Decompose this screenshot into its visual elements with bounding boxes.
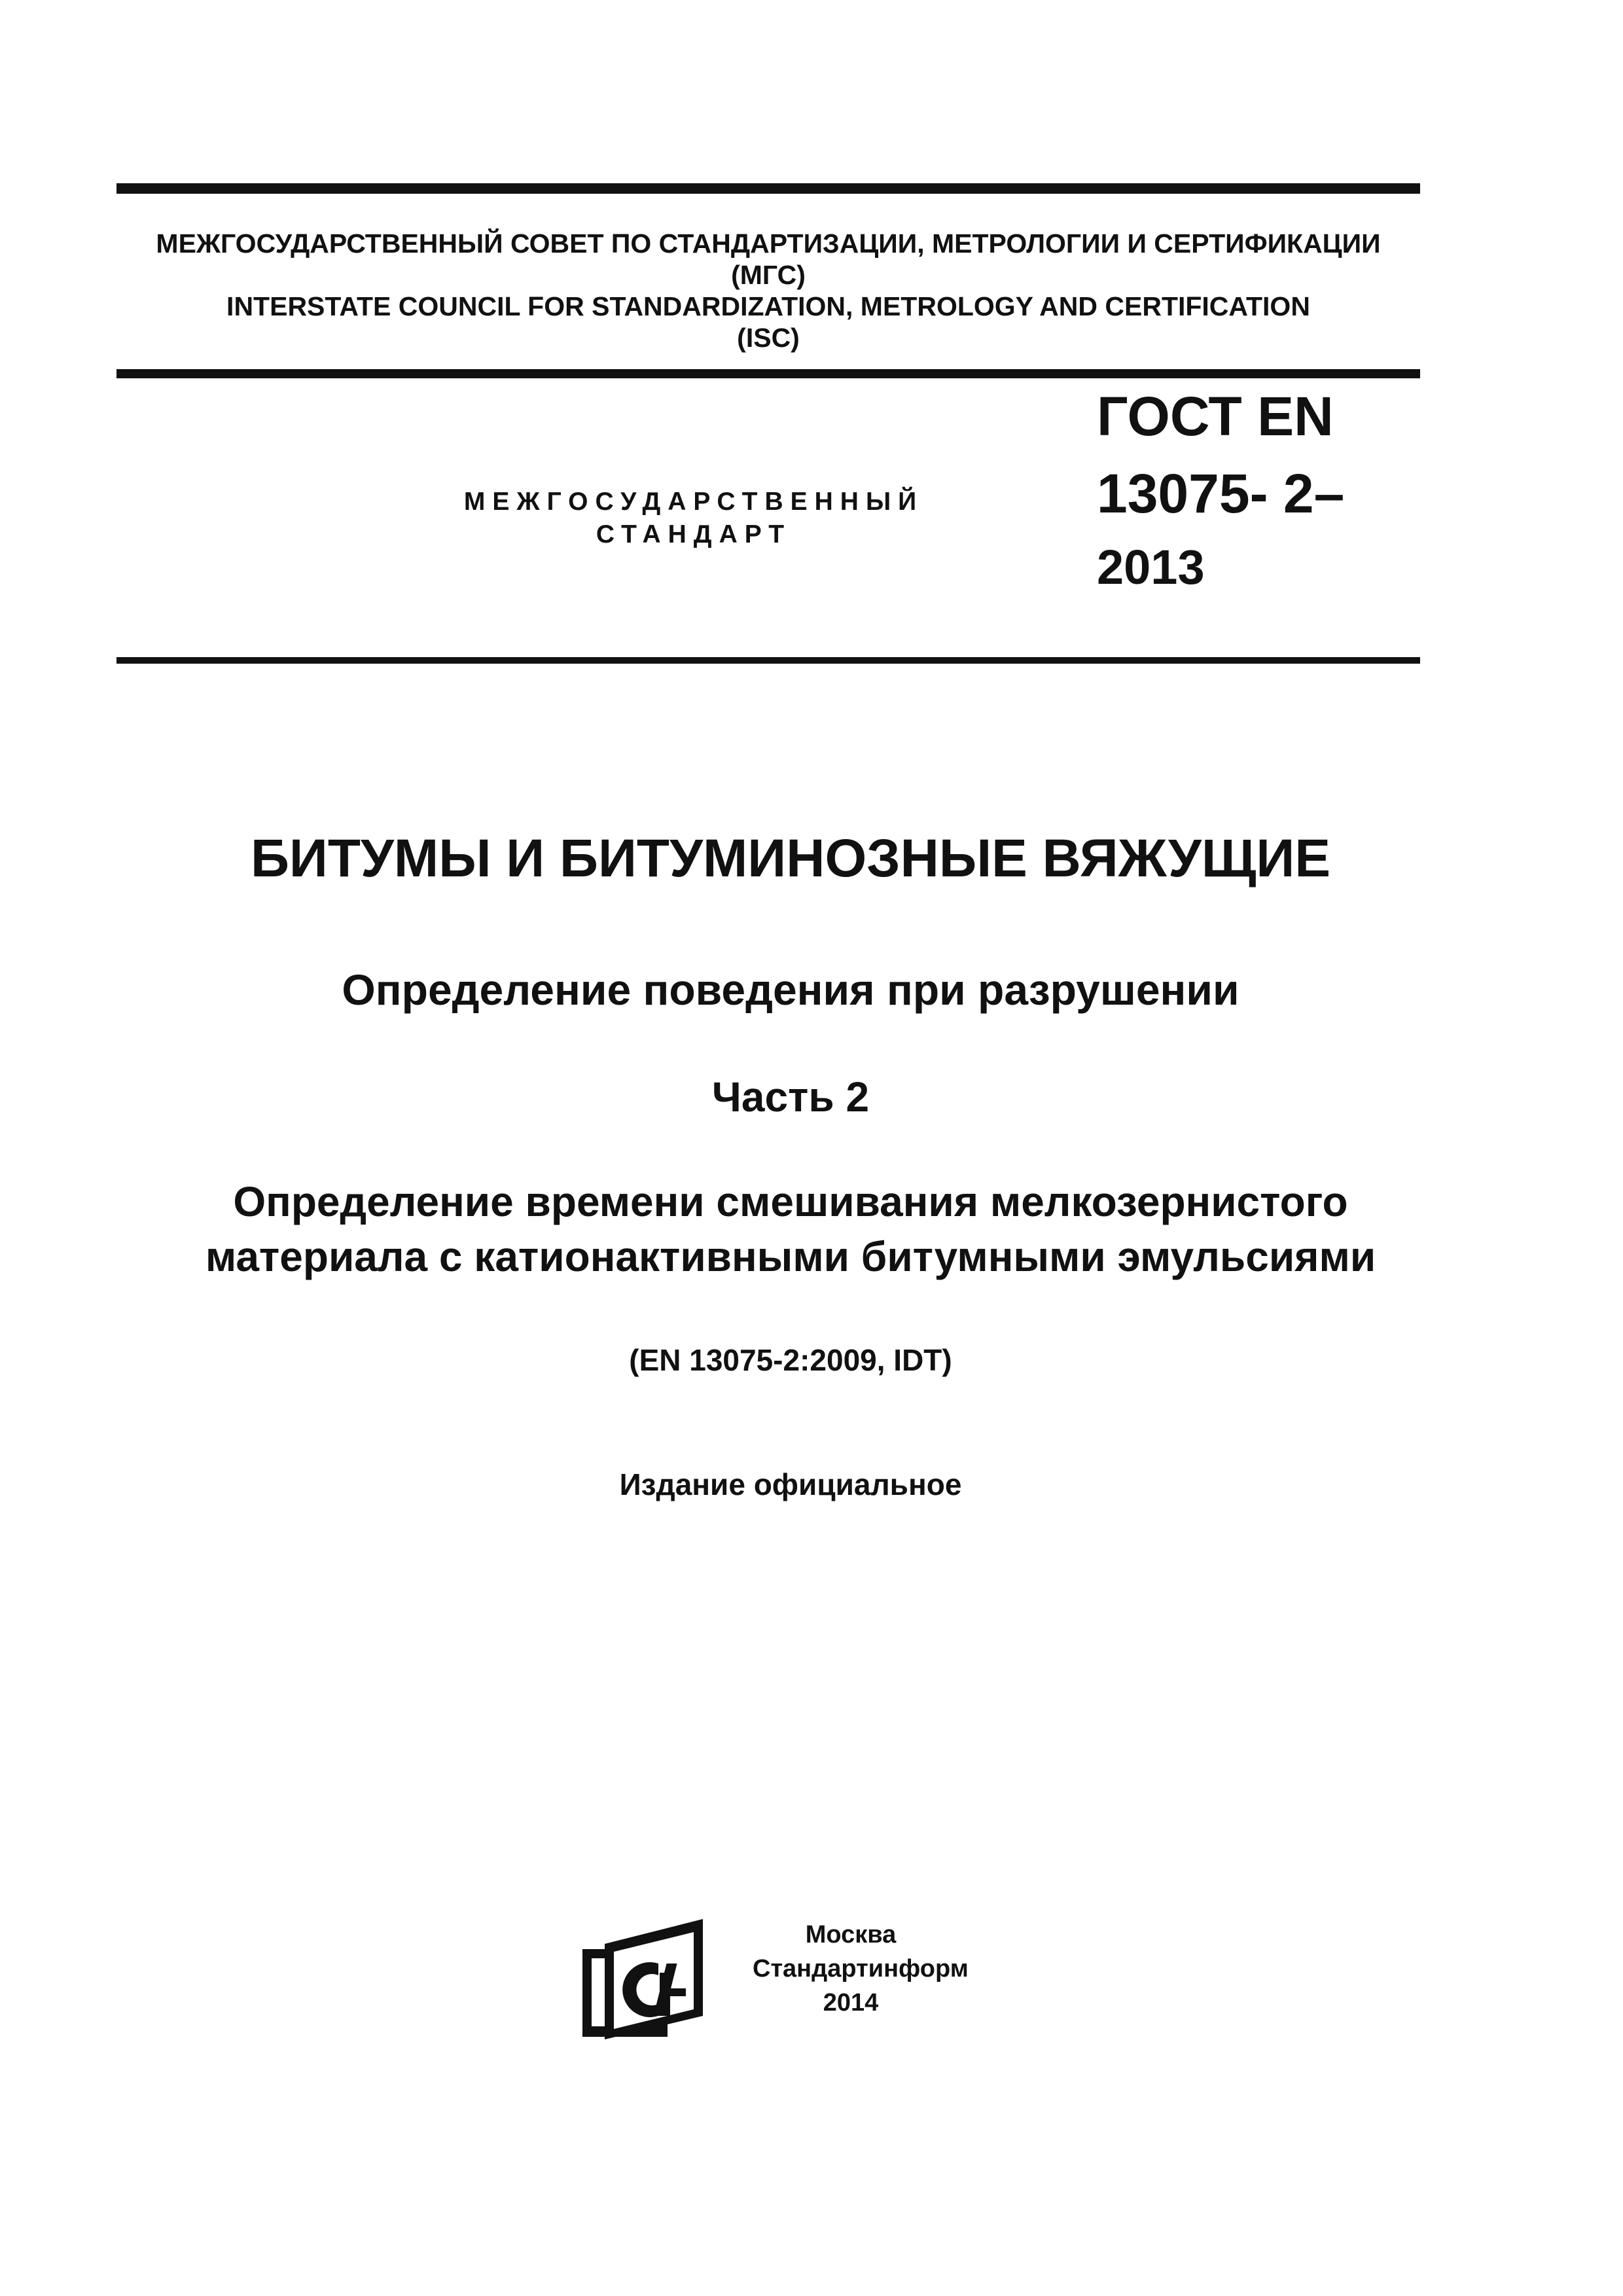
standartinform-logo-icon <box>581 1918 705 2039</box>
gost-designation-line2: 13075- 2– <box>1097 463 1345 524</box>
gost-designation-line1: ГОСТ EN <box>1097 386 1334 447</box>
part-number: Часть 2 <box>711 1073 870 1121</box>
part-title <box>116 1174 1465 1284</box>
council-ru-abbr: (МГС) <box>731 260 806 290</box>
council-en-abbr: (ISC) <box>737 323 800 353</box>
subtitle: Определение поведения при разрушении <box>342 965 1240 1014</box>
standard-kind-line1: МЕЖГОСУДАРСТВЕННЫЙ <box>463 488 924 516</box>
council-header <box>116 228 1420 353</box>
standard-kind-line2: СТАНДАРТ <box>596 520 792 548</box>
part-title-line1: Определение времени смешивания мелкозернистого <box>233 1178 1348 1225</box>
council-en-name: INTERSTATE COUNCIL FOR STANDARDIZATION, METROLOGY AND CERTIFICATION <box>226 291 1310 321</box>
main-title: БИТУМЫ И БИТУМИНОЗНЫЕ ВЯЖУЩИЕ <box>250 829 1331 888</box>
publisher-name: Стандартинформ <box>753 1955 969 1982</box>
header-rule <box>116 369 1420 378</box>
publisher-imprint <box>753 1918 969 2020</box>
council-ru-name: МЕЖГОСУДАРСТВЕННЫЙ СОВЕТ ПО СТАНДАРТИЗАЦИИ, МЕТРОЛОГИИ И СЕРТИФИКАЦИИ <box>156 228 1381 259</box>
gost-designation-line3: 2013 <box>1097 540 1205 594</box>
publisher-year: 2014 <box>823 1989 879 2017</box>
top-rule <box>116 183 1420 194</box>
reference-standard: (EN 13075-2:2009, IDT) <box>629 1343 952 1377</box>
publisher-city: Москва <box>805 1921 897 1948</box>
standard-kind-label <box>432 486 955 551</box>
designation-rule <box>116 657 1420 664</box>
edition-label: Издание официальное <box>619 1467 962 1501</box>
part-title-line2: материала с катионактивными битумными эмульсиями <box>205 1233 1376 1280</box>
